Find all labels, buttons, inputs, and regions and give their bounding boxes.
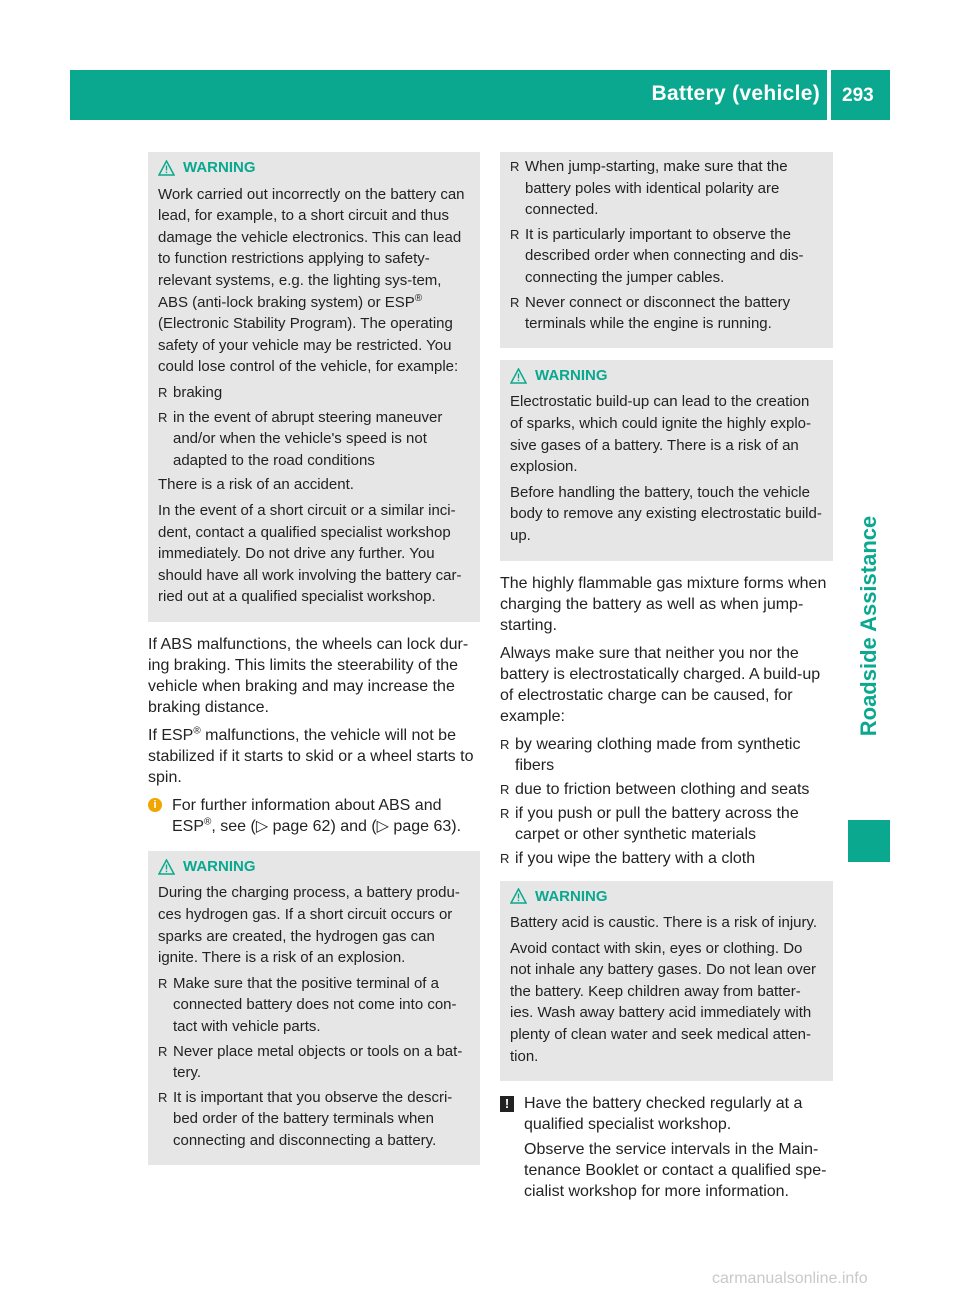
list-item: R Make sure that the positive terminal of a connected battery does not come into con-tact with vehicle parts. [158,974,457,1036]
warning-triangle-icon [510,368,527,384]
warning-box-battery-work [148,152,480,622]
list-item: R It is particularly important to observe the described order when connecting and dis-connecting the jumper cables. [510,225,804,286]
left-column [148,152,480,1177]
section-tab-marker [848,820,890,862]
caution-note: ! Have the battery checked regularly at a qualified specialist workshop. Observe the service intervals in the Main-tenance Booklet or contact a qualified spe-cialist workshop for more information. [500,1093,833,1202]
body-paragraph: Always make sure that neither you nor the battery is electrostatically charged. A build-up of electrostatic charge can be caused, for example: [500,644,821,725]
warning-text: During the charging process, a battery produ-ces hydrogen gas. If a short circuit occurs or sparks are created, the hydrogen gas can ignite. There is a risk of an explosion. [158,884,460,967]
info-icon: i [148,798,162,812]
warning-text: In the event of a short circuit or a similar inci-dent, contact a qualified specialist workshop immediately. Do not drive any further. You should have all work involving the battery car-ried out at a qualified specialist workshop. [158,501,462,606]
warning-triangle-icon [510,888,527,904]
warning-triangle-icon [158,859,175,875]
warning-text: Electrostatic build-up can lead to the creation of sparks, which could ignite the highly explo-sive gases of a battery. There is a risk of an explosion. [510,393,811,476]
body-paragraph: If ESP® malfunctions, the vehicle will not be stabilized if it starts to skid or a wheel starts to spin. [148,725,474,786]
warning-text: Before handling the battery, touch the vehicle body to remove any existing electrostatic build-up. [510,483,822,544]
list-item: R Never connect or disconnect the battery terminals while the engine is running. [510,293,791,333]
list-item: R by wearing clothing made from synthetic fibers [500,735,801,774]
page-title: Battery (vehicle) [651,82,820,105]
body-paragraph: If ABS malfunctions, the wheels can lock dur-ing braking. This limits the steerability of the vehicle when braking and may increase the braking distance. [148,635,469,716]
warning-text: Work carried out incorrectly on the battery can lead, for example, to a short circuit and thus damage the vehicle electronics. This can lead to function restrictions applying to safety-relevant systems, e.g. the lighting sys-tem, ABS (anti-lock braking system) or ESP® (Electronic Stability Program). The operating safety of your vehicle may be restricted. You could lose control of the vehicle, for example: [158,185,465,376]
watermark: carmanualsonline.info [712,1270,868,1287]
warning-title: WARNING [535,887,608,905]
list-item: R if you wipe the battery with a cloth [500,849,756,867]
warning-text: There is a risk of an accident. [158,476,354,494]
warning-text: Battery acid is caustic. There is a risk of injury. [510,914,818,932]
warning-box-hydrogen [148,851,480,1165]
warning-triangle-icon [158,160,175,176]
list-item: R in the event of abrupt steering maneuver and/or when the vehicle's speed is not adapted to the road conditions [158,408,443,469]
exclamation-icon: ! [500,1096,514,1112]
warning-box-battery-acid [500,881,833,1082]
body-paragraph: The highly flammable gas mixture forms when charging the battery as well as when jump-starting. [500,574,827,634]
warning-box-electrostatic [500,360,833,561]
warning-text: Avoid contact with skin, eyes or clothing. Do not inhale any battery gases. Do not lean over the battery. Keep children away from batter-ies. Wash away battery acid immediately with plenty of clean water and seek medical atten-tion. [510,939,817,1065]
list-item: R Never place metal objects or tools on a bat-tery. [158,1042,463,1082]
list-item: R due to friction between clothing and seats [500,780,810,798]
list-item: R When jump-starting, make sure that the battery poles with identical polarity are connected. [510,158,788,219]
warning-title: WARNING [183,857,256,875]
header-separator [827,70,831,120]
info-note: i For further information about ABS and ESP®, see (▷ page 62) and (▷ page 63). [148,795,480,837]
page-number: 293 [842,85,874,106]
warning-box-continued [500,152,833,348]
warning-title: WARNING [183,159,256,176]
list-item: R braking [158,383,223,401]
section-label: Roadside Assistance [856,515,881,737]
right-column [500,152,833,1216]
warning-title: WARNING [535,366,608,384]
list-item: R if you push or pull the battery across the carpet or other synthetic materials [500,804,799,843]
list-item: R It is important that you observe the descri-bed order of the battery terminals when connecting and disconnecting a battery. [158,1088,453,1149]
